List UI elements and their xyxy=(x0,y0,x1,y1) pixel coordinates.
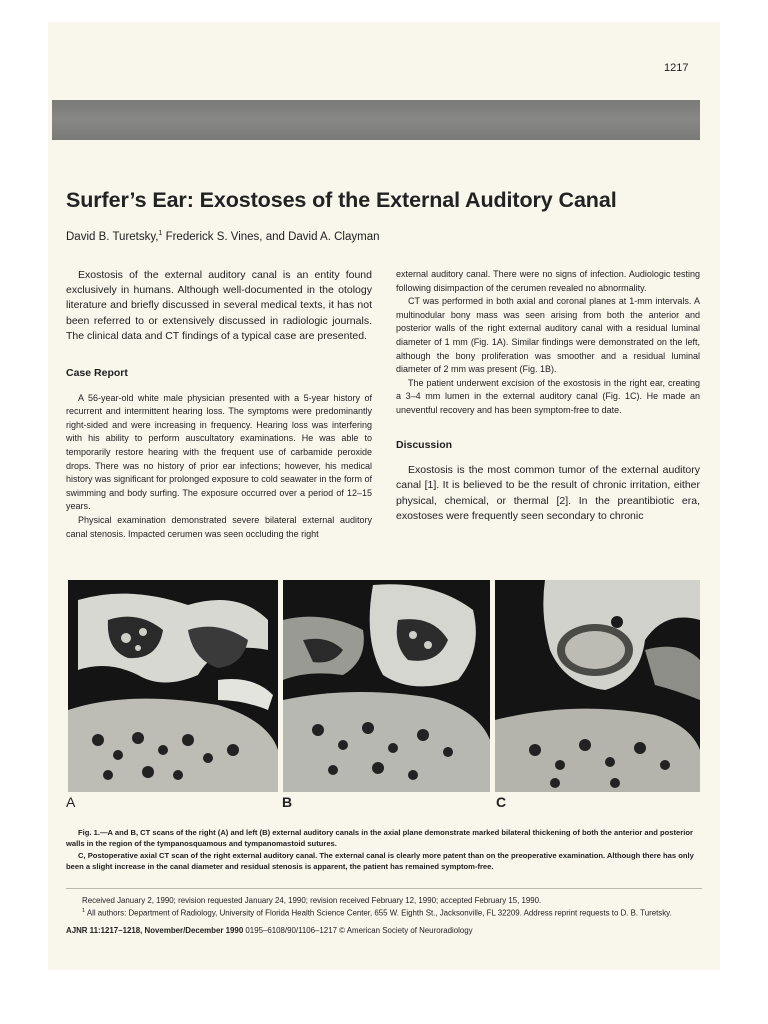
case-paragraph-3: CT was performed in both axial and coronal planes at 1-mm intervals. A multinodular bony mass was seen arising from both the anterior and posterior walls of the right external auditory canal with a residual luminal diameter of 1 mm (Fig. 1A). Similar findings were demonstrated on the left, although the bony proliferation was smoother and a residual luminal diameter of 2 mm was present (Fig. 1B). xyxy=(396,296,700,375)
other-authors: Frederick S. Vines, and David A. Clayman xyxy=(162,230,380,243)
received-dates: Received January 2, 1990; revision requested January 24, 1990; revision received February 12, 1990; accepted February 15, 1990. xyxy=(82,896,542,905)
case-paragraph-2-part-1: Physical examination demonstrated severe bilateral external auditory canal stenosis. Impacted cerumen was seen occluding the right xyxy=(66,514,372,539)
caption-part-1: Fig. 1.—A and B, CT scans of the right (A) and left (B) external auditory canals in the axial plane demonstrate marked bilateral thickening of both the anterior and posterior walls in the region of the tympanosquamous and tympanomastoid sutures. xyxy=(66,828,693,849)
author-line xyxy=(66,230,379,243)
author-address xyxy=(66,906,702,919)
case-paragraph-2-part-2: external auditory canal. There were no signs of infection. Audiologic testing following disimpaction of the cerumen revealed no abnormality. xyxy=(396,269,700,293)
article-title: Surfer’s Ear: Exostoses of the External Auditory Canal xyxy=(66,188,617,212)
right-column xyxy=(396,268,700,524)
journal-citation xyxy=(66,925,702,936)
case-paragraph-4: The patient underwent excision of the exostosis in the right ear, creating a 3–4 mm lumen in the external auditory canal (Fig. 1C). He made an uneventful recovery and has been symptom-free to date. xyxy=(396,377,700,415)
discussion-heading: Discussion xyxy=(396,438,453,451)
address-footnote-mark: 1 xyxy=(82,908,86,915)
case-paragraph-1: A 56-year-old white male physician presented with a 5-year history of recurrent and intermittent hearing loss. The symptoms were predominantly right-sided and were increasing in frequency. Hearing loss was interfering with his ability to perform auscultatory examinations. He was able to temporarily restore hearing with the frequent use of carbamide peroxide drops. There was no history of prior ear infections; however, his medical history was significant for prolonged exposure to cold seawater in the form of swimming and body surfing. The exposure occurred over a period of 12–15 years. xyxy=(66,392,372,512)
first-author: David B. Turetsky, xyxy=(66,230,159,243)
case-report-heading: Case Report xyxy=(66,367,128,380)
left-column xyxy=(66,268,372,541)
address-text: All authors: Department of Radiology, University of Florida Health Science Center, 655 W. Eighth St., Jacksonville, FL 32209. Address reprint requests to D. B. Turetsky. xyxy=(85,909,672,919)
citation-details: 0195–6108/90/1106–1217 © American Society of Neuroradiology xyxy=(243,926,473,936)
ct-scan-panel-c xyxy=(495,580,700,792)
ct-scan-panel-a xyxy=(68,580,278,792)
footnote-rule xyxy=(66,888,702,889)
figure-caption xyxy=(66,827,702,872)
figure-label-b: B xyxy=(282,794,293,810)
figure-label-a: A xyxy=(66,794,76,810)
intro-paragraph: Exostosis of the external auditory canal is an entity found exclusively in humans. Although well-documented in the otology literature and briefly discussed in several medical texts, it has not been referred to or extensively discussed in radiologic journals. The clinical data and CT findings of a typical case are presented. xyxy=(66,269,372,342)
footnotes xyxy=(66,895,702,937)
author-footnote-mark: 1 xyxy=(158,230,163,237)
page-number: 1217 xyxy=(664,62,689,74)
figure-ct-scans xyxy=(68,580,700,792)
discussion-paragraph-1: Exostosis is the most common tumor of the external auditory canal [1]. It is believed to be the result of chronic irritation, either physical, chemical, or thermal [2]. In the preantibiotic era, exostoses were frequently seen secondary to chronic xyxy=(396,464,700,522)
header-band xyxy=(52,100,700,140)
citation-journal: AJNR 11:1217–1218, November/December 1990 xyxy=(66,926,244,936)
caption-part-2: C, Postoperative axial CT scan of the right external auditory canal. The external canal is clearly more patent than on the preoperative examination. Although there has only been a slight increase in the canal diameter and residual stenosis is apparent, the patient has remained symptom-free. xyxy=(66,850,694,871)
ct-scan-panel-b xyxy=(283,580,490,792)
figure-label-c: C xyxy=(496,794,507,810)
